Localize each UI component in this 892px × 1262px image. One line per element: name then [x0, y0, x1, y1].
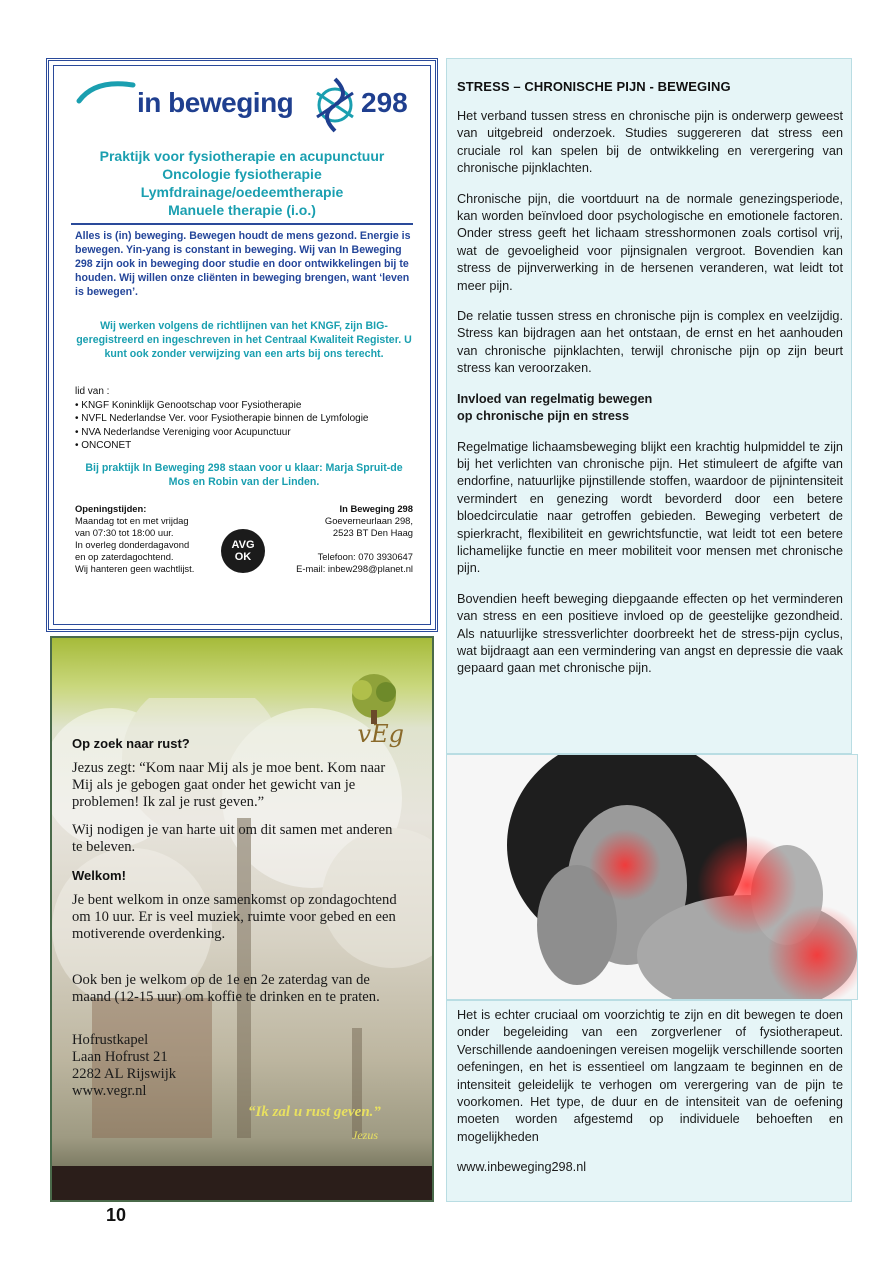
article-title: STRESS – CHRONISCHE PIJN - BEWEGING: [457, 79, 731, 94]
article-top: [446, 58, 852, 754]
article-paragraph: Chronische pijn, die voortduurt na de normale genezingsperiode, kan worden beïnvloed door psychologische en emotionele factoren. Onder stress geeft het lichaam stresshormonen zoals cortisol vrij, wat de gevoeligheid voor pijnsignalen vergroot. Bovendien kan stress de pijnverwerking in de hersenen veranderen, wat leidt tot meer pijn.: [457, 191, 843, 293]
ad-vegr: [50, 636, 434, 1202]
contact-info: [263, 503, 413, 575]
article-paragraph: Regelmatige lichaamsbeweging blijkt een krachtig hulpmiddel te zijn bij het verlichten van chronische pijn. Het stimuleert de afgifte van endorfine, natuurlijke pijnstillende stoffen, waardoor de pijnintensiteit vermindert en genezing wordt bevorderd door een betere bloedcirculatie naar getroffen gebieden. Beweging verbetert de spierkracht, flexibiliteit en gewrichtsfunctie, wat leidt tot een betere lichamelijke functie en meer mobiliteit voor mensen met chronische pijn.: [457, 439, 843, 576]
address-block: [72, 1032, 272, 1100]
article-paragraph: Het is echter cruciaal om voorzichtig te zijn en dit bewegen te doen onder begeleiding van een zorgverlener of fysiotherapeut. Verschillende aandoeningen vereisen mogelijk verschillende soorten oefeningen, en het is essentieel om langzaam te beginnen en de intensiteit geleidelijk te verhogen om verergering van de pijn te voorkomen. Het type, de duur en de intensiteit van de oefening moeten worden afgestemd op individuele behoeften en mogelijkheden: [457, 1008, 843, 1144]
membership-item: • ONCONET: [75, 439, 425, 453]
paragraph: Wij nodigen je van harte uit om dit samen met anderen te beleven.: [72, 822, 393, 855]
knfg-text: Wij werken volgens de richtlijnen van het KNGF, zijn BIG-geregistreerd en ingeschreven in het Centraal Kwaliteit Register. U kunt ook zonder verwijzing van een arts bij ons terecht.: [76, 320, 412, 360]
vegr-logo-text: vEg: [357, 720, 404, 748]
ad-in-beweging: [46, 58, 438, 632]
quote: “Ik zal u rust geven.”: [248, 1104, 381, 1120]
article-paragraph: De relatie tussen stress en chronische pijn is complex en veelzijdig. Stress kan bijdragen aan het ontstaan, de ernst en het aanhouden van chronische pijnklachten, terwijl chronische pijn op zijn beurt stress kan veroorzaken.: [457, 309, 843, 376]
avg-badge-line: OK: [234, 551, 252, 563]
service-item: Oncologie fysiotherapie: [162, 166, 322, 182]
hours-title: Openingstijden:: [75, 503, 147, 514]
staff-text: Bij praktijk In Beweging 298 staan voor u klaar: Marja Spruit-de Mos en Robin van der Linden.: [85, 462, 403, 488]
bottom-bar: [52, 1166, 432, 1200]
contact-phone: Telefoon: 070 3930647: [317, 551, 413, 562]
intro-text: Alles is (in) beweging. Bewegen houdt de mens gezond. Energie is bewegen. Yin-yang is constant in beweging. Wij van In Beweging 298 zijn ook in beweging door studie en door ontwikkelingen bij te houden. Wij willen onze cliënten in beweging brengen, want ‘leven is bewegen’.: [75, 230, 411, 298]
paragraph: Jezus zegt: “Kom naar Mij als je moe bent. Kom naar Mij als je gebogen gaat onder het gewicht van je problemen! Ik zal je rust geven.”: [72, 760, 386, 810]
hours-line: Maandag tot en met vrijdag: [75, 515, 189, 526]
contact-email[interactable]: E-mail: inbew298@planet.nl: [296, 563, 413, 574]
address-line: Laan Hofrust 21: [72, 1049, 168, 1065]
paragraph: Ook ben je welkom op de 1e en 2e zaterdag van de maand (12-15 uur) om koffie te drinken en te praten.: [72, 972, 380, 1005]
contact-title: In Beweging 298: [339, 503, 413, 514]
article-website-link[interactable]: www.inbeweging298.nl: [457, 1160, 587, 1175]
website-link[interactable]: www.vegr.nl: [72, 1083, 147, 1099]
article-bottom: [446, 1000, 852, 1202]
in-beweging-logo: [75, 75, 415, 135]
article-paragraph: Het verband tussen stress en chronische pijn is onderwerp geweest van uitgebreid onderzoek. Studies suggereren dat stress een cruciale rol kan spelen bij de ontwikkeling en verergering van chronische pijnklachten.: [457, 109, 843, 176]
address-line: 2282 AL Rijswijk: [72, 1066, 177, 1082]
membership-item: • NVA Nederlandse Vereniging voor Acupunctuur: [75, 426, 425, 440]
opening-hours: [75, 503, 225, 575]
avg-badge-line: AVG: [231, 539, 255, 551]
avg-ok-badge: [221, 529, 265, 573]
service-item: Lymfdrainage/oedeemtherapie: [140, 184, 344, 200]
hours-line: en op zaterdagochtend.: [75, 551, 174, 562]
article-paragraph: Bovendien heeft beweging diepgaande effecten op het verminderen van stress en een positieve invloed op de geestelijke gezondheid. Als natuurlijke stressverlichter doorbreekt het de stress-pijn cyclus, wat bijdraagt aan een vermindering van angst en depressie die vaak gepaard gaan met chronische pijn.: [457, 591, 843, 676]
quote-signature: Jezus: [352, 1128, 378, 1142]
service-item: Manuele therapie (i.o.): [168, 202, 316, 218]
membership-item: • KNGF Koninklijk Genootschap voor Fysiotherapie: [75, 399, 425, 413]
logo-number: 298: [361, 87, 408, 118]
subheading-line: op chronische pijn en stress: [457, 409, 630, 424]
heading-rust: Op zoek naar rust?: [72, 736, 190, 751]
membership-item: • NVFL Nederlandse Ver. voor Fysiotherapie binnen de Lymfologie: [75, 412, 425, 426]
hours-line: van 07:30 tot 18:00 uur.: [75, 527, 174, 538]
divider: [71, 223, 413, 225]
subheading-line: Invloed van regelmatig bewegen: [457, 391, 653, 406]
page-number: 10: [106, 1205, 127, 1225]
neck-pain-photo: [446, 754, 858, 1000]
service-item: Praktijk voor fysiotherapie en acupunctuur: [99, 148, 385, 164]
contact-line: Goeverneurlaan 298,: [324, 515, 413, 526]
woman-neck-pain-image: [447, 755, 858, 1000]
paragraph: Je bent welkom in onze samenkomst op zondagochtend om 10 uur. Er is veel muziek, ruimte voor gebed en een motiverende overdenking.: [72, 892, 397, 942]
heading-welkom: Welkom!: [72, 868, 126, 883]
hours-line: Wij hanteren geen wachtlijst.: [75, 563, 195, 574]
article-subheading: [457, 391, 843, 426]
contact-line: 2523 BT Den Haag: [332, 527, 413, 538]
address-line: Hofrustkapel: [72, 1032, 149, 1048]
services-list: [49, 147, 435, 219]
yin-yang-swirl-icon: [311, 75, 359, 135]
membership-list: [75, 385, 425, 453]
membership-label: lid van :: [75, 386, 110, 397]
swoosh-icon: [75, 75, 145, 115]
hours-line: In overleg donderdagavond: [75, 539, 190, 550]
logo-text: in beweging: [137, 87, 294, 118]
